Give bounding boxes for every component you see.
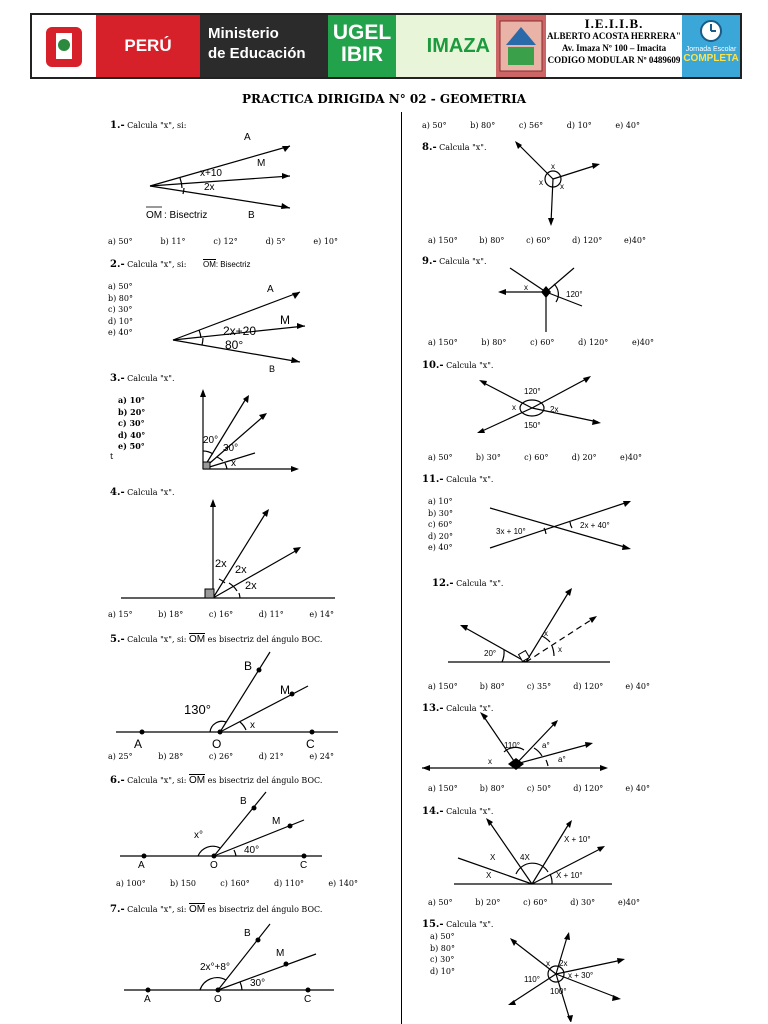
svg-text:B: B bbox=[240, 796, 247, 807]
svg-text:C: C bbox=[304, 994, 312, 1005]
question-7: 7.- Calcula "x", si: OM es bisectriz del ángulo BOC. bbox=[110, 904, 323, 915]
clock-icon bbox=[699, 19, 723, 43]
svg-text:2x: 2x bbox=[245, 580, 257, 592]
svg-text:150°: 150° bbox=[524, 421, 541, 430]
svg-text:2x+20: 2x+20 bbox=[223, 324, 257, 338]
column-divider bbox=[401, 112, 402, 1024]
svg-text:x°: x° bbox=[194, 830, 203, 841]
svg-text:X: X bbox=[490, 853, 496, 862]
svg-text:4X: 4X bbox=[520, 853, 530, 862]
svg-text:X + 10°: X + 10° bbox=[564, 835, 591, 844]
svg-text:O: O bbox=[214, 994, 222, 1005]
options-12: a) 150° b) 80° c) 35° d) 120° e) 40° bbox=[428, 682, 650, 691]
jec-logo: Jornada Escolar COMPLETA bbox=[682, 15, 740, 77]
options-11: a) 10° b) 30° c) 60° d) 20° e) 40° bbox=[428, 497, 453, 552]
peru-label: PERÚ bbox=[96, 15, 200, 77]
figure-4 bbox=[115, 495, 340, 605]
svg-text:B: B bbox=[269, 364, 276, 374]
options-15: a) 50° b) 80° c) 30° d) 10° bbox=[430, 932, 455, 976]
svg-text:B: B bbox=[244, 659, 253, 673]
options-7: a) 50° b) 80° c) 56° d) 10° e) 40° bbox=[422, 121, 640, 130]
options-9: a) 150° b) 80° c) 60° d) 120° e)40° bbox=[428, 338, 654, 347]
svg-text:120°: 120° bbox=[566, 290, 583, 299]
options-3: a) 10° b) 20° c) 30° d) 40° e) 50° bbox=[118, 395, 146, 451]
figure-1 bbox=[140, 128, 320, 228]
options-14: a) 50° b) 20° c) 60° d) 30° e)40° bbox=[428, 898, 640, 907]
svg-text:B: B bbox=[244, 928, 251, 939]
school-info: I.E.I.I.B. ALBERTO ACOSTA HERRERA" Av. Imaza Nº 100 – Imacita CODIGO MODULAR Nº 0489609 bbox=[546, 15, 682, 77]
question-10: 10.- Calcula "x". bbox=[422, 360, 494, 371]
svg-text:x: x bbox=[546, 959, 550, 968]
svg-text:M: M bbox=[276, 948, 285, 959]
svg-text:A: A bbox=[244, 132, 251, 143]
ugel-logo: UGEL IBIR bbox=[328, 15, 396, 77]
question-1: 1.- Calcula "x", si: bbox=[110, 120, 187, 131]
svg-text:A: A bbox=[138, 860, 145, 871]
question-5: 5.- Calcula "x", si: OM es bisectriz del ángulo BOC. bbox=[110, 634, 323, 645]
options-6: a) 100° b) 150 c) 160° d) 110° e) 140° bbox=[116, 879, 358, 888]
ministerio-label: Ministerio de Educación bbox=[200, 15, 328, 77]
svg-text:2x: 2x bbox=[204, 182, 215, 193]
svg-text:130°: 130° bbox=[184, 702, 211, 717]
question-8: 8.- Calcula "x". bbox=[422, 142, 487, 153]
svg-text:2x: 2x bbox=[215, 558, 227, 570]
svg-text:30°: 30° bbox=[250, 978, 266, 989]
svg-text:x: x bbox=[544, 629, 548, 638]
figure-8 bbox=[505, 135, 605, 227]
svg-text:x+10: x+10 bbox=[200, 168, 222, 179]
school-emblem-icon bbox=[496, 15, 546, 77]
svg-text:M: M bbox=[272, 816, 281, 827]
svg-text:x: x bbox=[488, 757, 492, 766]
options-5: a) 25° b) 28° c) 26° d) 21° e) 24° bbox=[108, 752, 334, 761]
question-11: 11.- Calcula "x". bbox=[422, 474, 494, 485]
question-2: 2.- Calcula "x", si: OM: Bisectriz bbox=[110, 259, 251, 270]
svg-text:C: C bbox=[300, 860, 308, 871]
svg-text:x: x bbox=[524, 283, 528, 292]
figure-15 bbox=[506, 932, 626, 1022]
options-4: a) 15° b) 18° c) 16° d) 11° e) 14° bbox=[108, 610, 334, 619]
question-6: 6.- Calcula "x", si: OM es bisectriz del ángulo BOC. bbox=[110, 775, 323, 786]
svg-text:110°: 110° bbox=[524, 975, 540, 984]
figure-10 bbox=[472, 372, 602, 442]
figure-13 bbox=[420, 708, 610, 774]
peru-shield-logo bbox=[32, 15, 96, 77]
question-4: 4.- Calcula "x". bbox=[110, 487, 175, 498]
svg-text:2x + 40°: 2x + 40° bbox=[580, 521, 610, 530]
figure-6 bbox=[116, 790, 326, 872]
svg-text:M: M bbox=[257, 158, 266, 169]
shield-icon bbox=[32, 15, 96, 77]
svg-text:30°: 30° bbox=[223, 443, 239, 454]
svg-text:X + 10°: X + 10° bbox=[556, 871, 583, 880]
page-title: PRACTICA DIRIGIDA N° 02 - GEOMETRIA bbox=[241, 92, 527, 106]
svg-text:x: x bbox=[551, 162, 555, 171]
stray-mark: t bbox=[110, 452, 114, 461]
svg-text:110°: 110° bbox=[504, 741, 520, 750]
svg-text:x: x bbox=[560, 182, 564, 191]
svg-text:x + 30°: x + 30° bbox=[568, 971, 594, 980]
svg-text:a°: a° bbox=[542, 741, 550, 750]
svg-text:x: x bbox=[539, 178, 543, 187]
figure-12 bbox=[446, 586, 614, 668]
svg-text:2x: 2x bbox=[235, 564, 247, 576]
svg-text:100°: 100° bbox=[550, 987, 567, 996]
question-9: 9.- Calcula "x". bbox=[422, 256, 487, 267]
svg-text:2x: 2x bbox=[550, 405, 559, 414]
svg-text:20°: 20° bbox=[203, 435, 219, 446]
svg-text:O: O bbox=[210, 860, 218, 871]
svg-text:x: x bbox=[231, 458, 236, 469]
svg-text:: Bisectriz: : Bisectriz bbox=[164, 210, 208, 221]
svg-text:40°: 40° bbox=[244, 845, 260, 856]
svg-text:80°: 80° bbox=[225, 338, 244, 352]
svg-text:20°: 20° bbox=[484, 649, 497, 658]
svg-text:2x: 2x bbox=[559, 959, 568, 968]
school-emblem bbox=[496, 15, 546, 77]
svg-text:B: B bbox=[248, 210, 255, 221]
svg-text:OM: OM bbox=[146, 210, 163, 221]
svg-text:x: x bbox=[512, 403, 516, 412]
svg-text:3x + 10°: 3x + 10° bbox=[496, 527, 526, 536]
figure-3 bbox=[195, 385, 305, 475]
figure-11 bbox=[486, 496, 634, 556]
svg-text:x: x bbox=[558, 645, 562, 654]
svg-text:x: x bbox=[250, 720, 255, 731]
figure-14 bbox=[452, 814, 616, 890]
options-13: a) 150° b) 80° c) 50° d) 120° e) 40° bbox=[428, 784, 650, 793]
question-13: 13.- Calcula "x". bbox=[422, 703, 494, 714]
imaza-logo: IMAZA bbox=[396, 15, 496, 77]
svg-text:M: M bbox=[280, 683, 290, 697]
question-12: 12.- Calcula "x". bbox=[432, 578, 504, 589]
svg-text:A: A bbox=[134, 737, 143, 750]
options-2: a) 50° b) 80° c) 30° d) 10° e) 40° bbox=[108, 282, 133, 337]
figure-2 bbox=[165, 280, 325, 375]
figure-9 bbox=[496, 262, 596, 334]
question-14: 14.- Calcula "x". bbox=[422, 806, 494, 817]
options-1: a) 50° b) 11° c) 12° d) 5° e) 10° bbox=[108, 237, 338, 246]
svg-text:a°: a° bbox=[558, 755, 566, 764]
svg-text:C: C bbox=[306, 737, 315, 750]
options-10: a) 50° b) 30° c) 60° d) 20° e)40° bbox=[428, 453, 642, 462]
svg-text:A: A bbox=[267, 284, 274, 295]
svg-text:X: X bbox=[486, 871, 492, 880]
svg-text:O: O bbox=[212, 737, 222, 750]
figure-5 bbox=[112, 650, 344, 750]
svg-text:M: M bbox=[280, 313, 290, 327]
svg-text:A: A bbox=[144, 994, 151, 1005]
header-banner bbox=[30, 13, 742, 79]
svg-text:120°: 120° bbox=[524, 387, 541, 396]
question-3: 3.- Calcula "x". bbox=[110, 373, 175, 384]
figure-7 bbox=[120, 920, 340, 1006]
options-8: a) 150° b) 80° c) 60° d) 120° e)40° bbox=[428, 236, 646, 245]
svg-text:2x°+8°: 2x°+8° bbox=[200, 962, 230, 973]
question-15: 15.- Calcula "x". bbox=[422, 919, 494, 930]
